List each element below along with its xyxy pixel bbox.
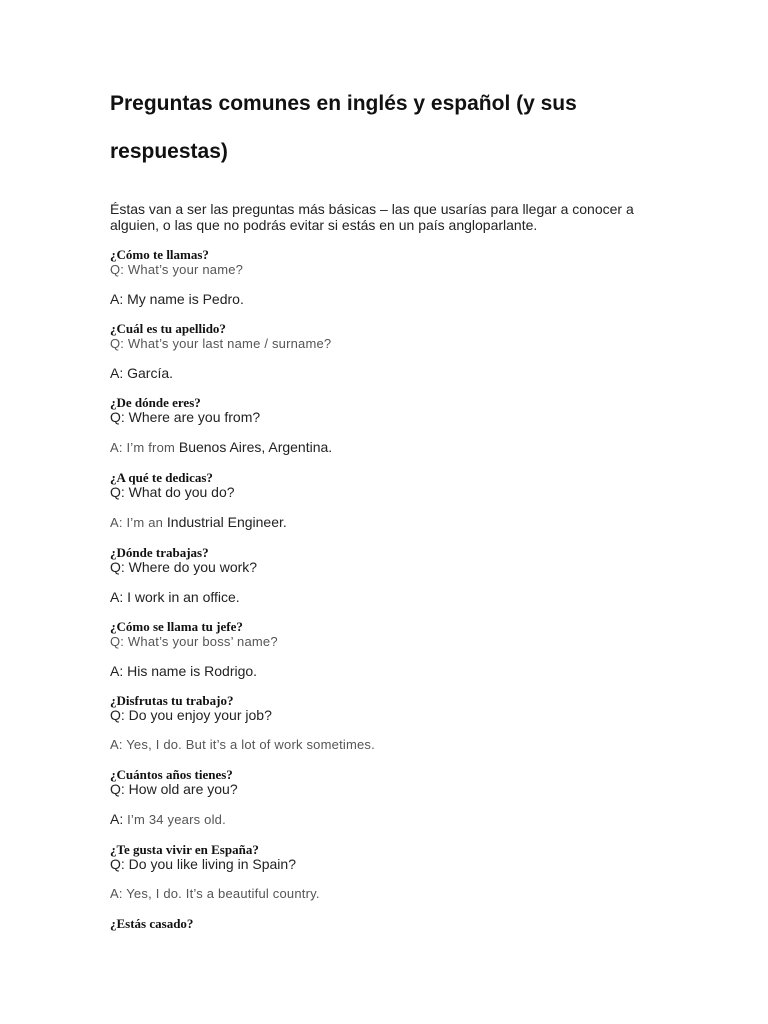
qa-item <box>110 619 670 679</box>
qa-question: Q: How old are you? <box>110 781 238 797</box>
qa-answer-rest: I’m 34 years old. <box>127 812 226 827</box>
qa-answer-text: A: Yes, I do. It’s a beautiful country. <box>110 886 320 901</box>
qa-heading: ¿Cuántos años tienes? <box>110 767 233 782</box>
qa-list <box>110 247 670 931</box>
qa-item <box>110 247 670 307</box>
qa-answer-text: A: His name is Rodrigo. <box>110 663 258 679</box>
qa-question: Q: What’s your last name / surname? <box>110 336 332 351</box>
qa-heading: ¿Te gusta vivir en España? <box>110 842 259 857</box>
qa-answer-rest: Buenos Aires, Argentina. <box>178 439 333 455</box>
qa-answer-rest: Industrial Engineer. <box>166 514 287 530</box>
qa-item <box>110 767 670 828</box>
intro-paragraph: Éstas van a ser las preguntas más básicas – las que usarías para llegar a conocer a alguien, o las que no podrás evitar si estás en un país angloparlante. <box>110 201 634 233</box>
qa-answer <box>110 365 670 381</box>
qa-answer-text: A: My name is Pedro. <box>110 291 244 307</box>
qa-answer <box>110 439 670 456</box>
qa-item <box>110 693 670 753</box>
qa-item <box>110 470 670 531</box>
qa-answer <box>110 811 670 828</box>
qa-heading: ¿Cuál es tu apellido? <box>110 321 226 336</box>
qa-answer <box>110 886 670 902</box>
qa-item <box>110 916 670 931</box>
qa-heading: ¿Estás casado? <box>110 916 194 931</box>
qa-item <box>110 395 670 456</box>
qa-item <box>110 545 670 605</box>
qa-answer-text: A: Yes, I do. But it’s a lot of work sometimes. <box>110 737 375 752</box>
qa-answer <box>110 589 670 605</box>
page-title: Preguntas comunes en inglés y español (y sus respuestas) <box>110 92 577 163</box>
qa-answer <box>110 514 670 531</box>
qa-heading: ¿Dónde trabajas? <box>110 545 209 560</box>
qa-heading: ¿Cómo se llama tu jefe? <box>110 619 243 634</box>
qa-answer-text: A: I work in an office. <box>110 589 240 605</box>
qa-answer <box>110 291 670 307</box>
qa-heading: ¿De dónde eres? <box>110 395 201 410</box>
qa-question: Q: What do you do? <box>110 484 235 500</box>
qa-answer-prefix: A: I’m an <box>110 515 167 530</box>
qa-answer <box>110 663 670 679</box>
qa-question: Q: What’s your name? <box>110 262 244 277</box>
qa-question: Q: Where are you from? <box>110 409 261 425</box>
qa-question: Q: What’s your boss’ name? <box>110 634 278 649</box>
qa-question: Q: Do you enjoy your job? <box>110 707 272 723</box>
qa-heading: ¿Disfrutas tu trabajo? <box>110 693 234 708</box>
qa-item <box>110 321 670 381</box>
qa-item <box>110 842 670 902</box>
qa-answer-text: A: García. <box>110 365 174 381</box>
qa-heading: ¿A qué te dedicas? <box>110 470 213 485</box>
qa-answer-prefix: A: I’m from <box>110 440 179 455</box>
qa-answer <box>110 737 670 753</box>
qa-question: Q: Do you like living in Spain? <box>110 856 296 872</box>
qa-heading: ¿Cómo te llamas? <box>110 247 209 262</box>
document-page <box>110 80 670 931</box>
qa-answer-prefix: A: <box>110 811 128 827</box>
qa-question: Q: Where do you work? <box>110 559 258 575</box>
